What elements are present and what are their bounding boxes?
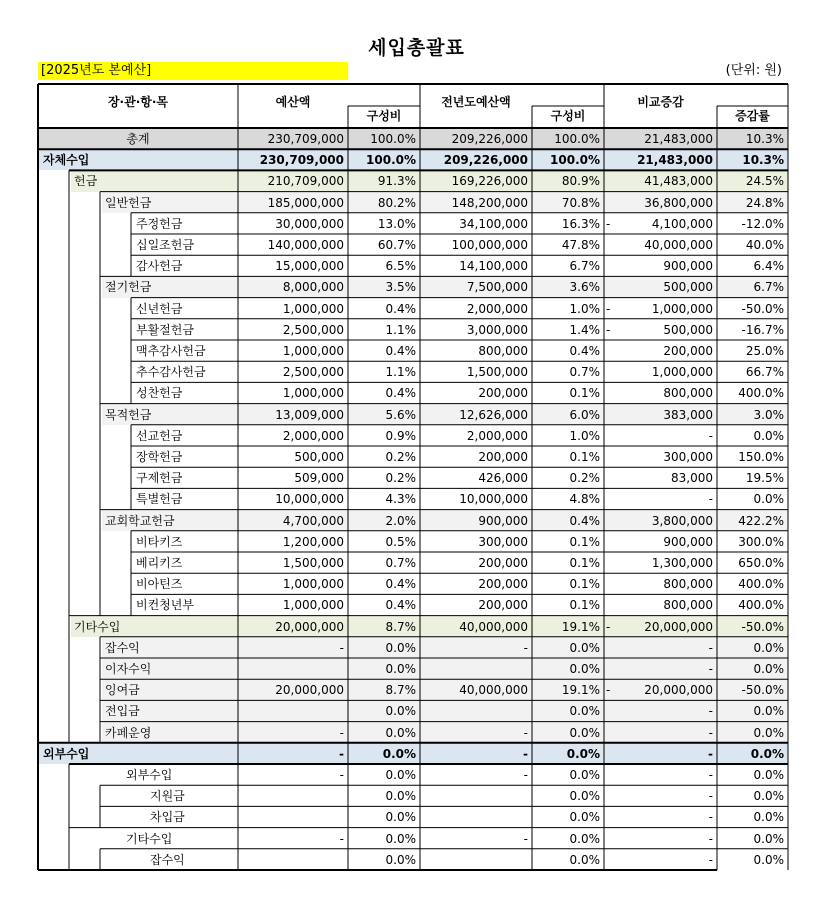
cell-budget: 1,500,000 xyxy=(282,556,344,570)
row-label: 기타수입 xyxy=(126,831,173,846)
row-label: 장학헌금 xyxy=(136,450,183,464)
cell-budget: 2,500,000 xyxy=(282,322,344,337)
cell-ratio: 0.0% xyxy=(385,725,416,740)
row-label: 구제헌금 xyxy=(136,471,183,486)
cell-change-rate: 0.0% xyxy=(753,704,784,719)
row-label: 비타키즈 xyxy=(136,534,183,549)
cell-prev-budget: 900,000 xyxy=(478,513,528,528)
row-label: 추수감사헌금 xyxy=(136,365,206,380)
cell-budget: 1,000,000 xyxy=(282,301,344,316)
cell-prev-ratio: 0.0% xyxy=(569,768,600,782)
header-prev-budget: 전년도예산액 xyxy=(441,95,511,109)
cell-change-rate: 0.0% xyxy=(753,768,784,782)
cell-ratio: 0.7% xyxy=(385,556,416,570)
cell-budget: 140,000,000 xyxy=(267,238,344,252)
row-label: 총계 xyxy=(126,132,150,146)
row-label: 헌금 xyxy=(74,174,98,189)
cell-prev-ratio: 0.4% xyxy=(569,513,600,528)
cell-prev-budget: 7,500,000 xyxy=(466,280,528,295)
cell-prev-ratio: 0.4% xyxy=(569,344,600,358)
cell-ratio: 0.0% xyxy=(382,746,416,761)
cell-difference: - xyxy=(708,725,713,740)
cell-prev-ratio: 0.7% xyxy=(569,365,600,380)
cell-change-rate: 0.0% xyxy=(753,725,784,740)
row-label: 잉여금 xyxy=(105,683,140,698)
cell-difference: - xyxy=(708,831,713,846)
cell-prev-budget: 200,000 xyxy=(478,556,528,570)
cell-prev-budget: 12,626,000 xyxy=(459,407,528,422)
cell-difference: - xyxy=(708,789,713,804)
cell-ratio: 8.7% xyxy=(385,683,416,698)
cell-prev-budget: 300,000 xyxy=(478,534,528,549)
cell-prev-ratio: 0.1% xyxy=(569,556,600,570)
row-label: 교회학교헌금 xyxy=(105,513,175,528)
cell-budget: 15,000,000 xyxy=(275,259,344,274)
row-label: 특별헌금 xyxy=(136,492,183,507)
row-label: 지원금 xyxy=(150,789,185,804)
header-ratio: 구성비 xyxy=(366,109,402,123)
cell-prev-ratio: 0.1% xyxy=(569,450,600,464)
row-label: 십일조헌금 xyxy=(136,238,194,252)
negative-sign: - xyxy=(606,619,611,634)
cell-budget: - xyxy=(339,831,344,846)
row-label: 이자수익 xyxy=(105,662,152,676)
cell-prev-ratio: 0.0% xyxy=(569,789,600,804)
cell-ratio: 0.5% xyxy=(385,534,416,549)
header-category: 장·관·항·목 xyxy=(107,95,169,109)
negative-sign: - xyxy=(606,301,611,316)
cell-budget: - xyxy=(339,725,344,740)
cell-ratio: 0.2% xyxy=(385,471,416,486)
cell-prev-budget: 426,000 xyxy=(478,471,528,486)
cell-difference: - xyxy=(708,746,713,761)
cell-prev-ratio: 100.0% xyxy=(554,132,600,146)
cell-difference: 21,483,000 xyxy=(637,153,713,168)
cell-difference: 800,000 xyxy=(663,577,713,592)
cell-budget: 1,000,000 xyxy=(282,598,344,613)
cell-ratio: 4.3% xyxy=(385,492,416,507)
cell-difference: 41,483,000 xyxy=(644,174,713,189)
cell-budget: 1,000,000 xyxy=(282,344,344,358)
cell-prev-budget: 100,000,000 xyxy=(451,238,528,252)
cell-change-rate: 40.0% xyxy=(745,238,784,252)
cell-difference: 1,000,000 xyxy=(651,365,713,380)
cell-ratio: 0.0% xyxy=(385,662,416,676)
budget-year-label: [2025년도 본예산] xyxy=(38,62,348,80)
cell-prev-budget: - xyxy=(523,746,528,761)
cell-difference: 4,100,000 xyxy=(651,216,713,231)
cell-ratio: 91.3% xyxy=(377,174,416,189)
cell-ratio: 0.0% xyxy=(385,789,416,804)
unit-label: (단위: 원) xyxy=(725,63,782,78)
cell-difference: 500,000 xyxy=(663,322,713,337)
cell-prev-ratio: 0.0% xyxy=(569,640,600,655)
cell-prev-ratio: 0.0% xyxy=(566,746,600,761)
cell-change-rate: 3.0% xyxy=(753,407,784,422)
cell-ratio: 0.2% xyxy=(385,450,416,464)
cell-prev-budget: 800,000 xyxy=(478,344,528,358)
cell-difference: - xyxy=(708,768,713,782)
cell-difference: - xyxy=(708,810,713,825)
cell-budget: - xyxy=(339,746,344,761)
cell-ratio: 2.0% xyxy=(385,513,416,528)
cell-difference: - xyxy=(708,852,713,867)
cell-difference: 20,000,000 xyxy=(644,683,713,698)
cell-change-rate: 25.0% xyxy=(745,344,784,358)
row-label: 신년헌금 xyxy=(136,301,183,316)
cell-budget: 10,000,000 xyxy=(275,492,344,507)
header-change-rate: 증감률 xyxy=(735,109,770,123)
cell-prev-budget: 10,000,000 xyxy=(459,492,528,507)
cell-ratio: 0.0% xyxy=(385,640,416,655)
cell-ratio: 0.4% xyxy=(385,577,416,592)
cell-prev-ratio: 6.0% xyxy=(569,407,600,422)
cell-prev-budget: 2,000,000 xyxy=(466,301,528,316)
cell-change-rate: 0.0% xyxy=(753,662,784,676)
row-label: 절기헌금 xyxy=(105,280,152,295)
cell-change-rate: 0.0% xyxy=(753,810,784,825)
cell-prev-ratio: 0.1% xyxy=(569,598,600,613)
cell-ratio: 0.4% xyxy=(385,344,416,358)
cell-prev-ratio: 47.8% xyxy=(561,238,600,252)
cell-ratio: 6.5% xyxy=(385,259,416,274)
cell-prev-ratio: 0.0% xyxy=(569,852,600,867)
cell-budget: 4,700,000 xyxy=(282,513,344,528)
cell-budget: 1,000,000 xyxy=(282,577,344,592)
row-label: 비컨청년부 xyxy=(136,598,194,613)
cell-difference: 36,800,000 xyxy=(644,195,713,210)
cell-prev-ratio: 3.6% xyxy=(569,280,600,295)
cell-prev-budget: 200,000 xyxy=(478,386,528,401)
cell-change-rate: 19.5% xyxy=(745,471,784,486)
cell-change-rate: 6.4% xyxy=(753,259,784,274)
cell-difference: 383,000 xyxy=(663,407,713,422)
cell-ratio: 0.0% xyxy=(385,704,416,719)
header-prev-ratio: 구성비 xyxy=(550,109,586,123)
cell-prev-budget: 200,000 xyxy=(478,450,528,464)
cell-ratio: 8.7% xyxy=(385,619,416,634)
row-label: 부활절헌금 xyxy=(136,322,194,337)
cell-change-rate: 0.0% xyxy=(753,640,784,655)
cell-prev-ratio: 0.0% xyxy=(569,704,600,719)
cell-prev-budget: 148,200,000 xyxy=(451,195,528,210)
cell-ratio: 80.2% xyxy=(377,195,416,210)
cell-change-rate: 24.5% xyxy=(745,174,784,189)
cell-prev-ratio: 4.8% xyxy=(569,492,600,507)
cell-difference: 500,000 xyxy=(663,280,713,295)
cell-ratio: 0.4% xyxy=(385,598,416,613)
cell-ratio: 5.6% xyxy=(385,407,416,422)
cell-prev-ratio: 0.0% xyxy=(569,725,600,740)
cell-change-rate: -50.0% xyxy=(741,301,784,316)
cell-prev-ratio: 0.2% xyxy=(569,471,600,486)
cell-change-rate: -50.0% xyxy=(741,619,784,634)
cell-change-rate: 400.0% xyxy=(738,386,784,401)
cell-change-rate: -50.0% xyxy=(741,683,784,698)
cell-change-rate: 0.0% xyxy=(753,492,784,507)
cell-budget: 500,000 xyxy=(294,450,344,464)
cell-prev-budget: - xyxy=(523,725,528,740)
cell-budget: 1,000,000 xyxy=(282,386,344,401)
cell-budget: 20,000,000 xyxy=(275,619,344,634)
row-label: 자체수입 xyxy=(43,153,90,168)
cell-prev-budget: 40,000,000 xyxy=(459,683,528,698)
cell-budget: 13,009,000 xyxy=(275,407,344,422)
cell-prev-budget: 3,000,000 xyxy=(466,322,528,337)
cell-prev-ratio: 1.4% xyxy=(569,322,600,337)
row-label: 잡수익 xyxy=(105,640,140,655)
row-label: 외부수입 xyxy=(43,746,90,761)
negative-sign: - xyxy=(606,683,611,698)
cell-prev-ratio: 1.0% xyxy=(569,301,600,316)
cell-ratio: 0.4% xyxy=(385,301,416,316)
row-label: 감사헌금 xyxy=(136,259,183,274)
cell-ratio: 3.5% xyxy=(385,280,416,295)
cell-prev-ratio: 0.1% xyxy=(569,534,600,549)
cell-ratio: 0.0% xyxy=(385,810,416,825)
cell-ratio: 100.0% xyxy=(366,153,416,168)
cell-difference: 800,000 xyxy=(663,598,713,613)
cell-prev-budget: 1,500,000 xyxy=(466,365,528,380)
cell-difference: - xyxy=(708,662,713,676)
cell-prev-ratio: 0.1% xyxy=(569,577,600,592)
cell-change-rate: 0.0% xyxy=(753,831,784,846)
cell-prev-ratio: 0.1% xyxy=(569,386,600,401)
row-label: 차입금 xyxy=(150,810,185,825)
cell-change-rate: 6.7% xyxy=(753,280,784,295)
header-compare: 비교증감 xyxy=(637,95,684,109)
cell-budget: 230,709,000 xyxy=(259,153,344,168)
cell-prev-ratio: 0.0% xyxy=(569,662,600,676)
cell-difference: 83,000 xyxy=(671,471,713,486)
row-label: 일반헌금 xyxy=(105,195,152,210)
cell-prev-ratio: 1.0% xyxy=(569,428,600,443)
cell-change-rate: 24.8% xyxy=(745,195,784,210)
revenue-summary-table xyxy=(38,84,788,871)
row-label: 잡수익 xyxy=(150,852,185,867)
cell-difference: 800,000 xyxy=(663,386,713,401)
cell-ratio: 1.1% xyxy=(385,365,416,380)
cell-difference: 900,000 xyxy=(663,259,713,274)
cell-ratio: 1.1% xyxy=(385,322,416,337)
cell-budget: - xyxy=(339,768,344,782)
cell-budget: 230,709,000 xyxy=(267,132,344,146)
cell-difference: 21,483,000 xyxy=(644,132,713,146)
cell-prev-budget: 209,226,000 xyxy=(451,132,528,146)
cell-change-rate: -12.0% xyxy=(741,216,784,231)
cell-prev-ratio: 0.0% xyxy=(569,810,600,825)
cell-prev-budget: 200,000 xyxy=(478,577,528,592)
cell-change-rate: 0.0% xyxy=(753,789,784,804)
cell-change-rate: 0.0% xyxy=(753,428,784,443)
cell-budget: 1,200,000 xyxy=(282,534,344,549)
cell-budget: 20,000,000 xyxy=(275,683,344,698)
row-label: 주정헌금 xyxy=(136,216,183,231)
cell-budget: 2,000,000 xyxy=(282,428,344,443)
cell-ratio: 0.0% xyxy=(385,768,416,782)
cell-change-rate: 422.2% xyxy=(738,513,784,528)
cell-prev-budget: 169,226,000 xyxy=(451,174,528,189)
row-label: 기타수입 xyxy=(74,619,121,634)
cell-ratio: 100.0% xyxy=(370,132,416,146)
cell-prev-budget: - xyxy=(523,768,528,782)
cell-prev-ratio: 70.8% xyxy=(561,195,600,210)
negative-sign: - xyxy=(606,216,611,231)
cell-change-rate: 400.0% xyxy=(738,598,784,613)
cell-difference: 1,000,000 xyxy=(651,301,713,316)
cell-difference: 40,000,000 xyxy=(644,238,713,252)
cell-budget: - xyxy=(339,640,344,655)
cell-prev-budget: 200,000 xyxy=(478,598,528,613)
cell-change-rate: 10.3% xyxy=(742,153,784,168)
cell-difference: 20,000,000 xyxy=(644,619,713,634)
row-label: 선교헌금 xyxy=(136,428,183,443)
cell-ratio: 13.0% xyxy=(377,216,416,231)
row-label: 베리키즈 xyxy=(136,556,183,570)
cell-difference: - xyxy=(708,640,713,655)
cell-difference: 900,000 xyxy=(663,534,713,549)
cell-prev-ratio: 19.1% xyxy=(561,683,600,698)
cell-prev-ratio: 0.0% xyxy=(569,831,600,846)
cell-ratio: 0.9% xyxy=(385,428,416,443)
page-title: 세입총괄표 xyxy=(368,37,465,59)
row-label: 성찬헌금 xyxy=(136,386,183,401)
row-label: 맥추감사헌금 xyxy=(136,344,206,358)
row-label: 외부수입 xyxy=(126,768,173,782)
cell-change-rate: 0.0% xyxy=(753,852,784,867)
row-label: 목적헌금 xyxy=(105,407,152,422)
cell-difference: - xyxy=(708,428,713,443)
cell-prev-budget: - xyxy=(523,640,528,655)
cell-prev-ratio: 19.1% xyxy=(561,619,600,634)
cell-ratio: 0.4% xyxy=(385,386,416,401)
cell-budget: 210,709,000 xyxy=(267,174,344,189)
cell-difference: - xyxy=(708,492,713,507)
cell-change-rate: -16.7% xyxy=(741,322,784,337)
cell-budget: 2,500,000 xyxy=(282,365,344,380)
cell-budget: 30,000,000 xyxy=(275,216,344,231)
cell-prev-budget: 40,000,000 xyxy=(459,619,528,634)
cell-change-rate: 650.0% xyxy=(738,556,784,570)
cell-prev-ratio: 100.0% xyxy=(550,153,600,168)
cell-difference: - xyxy=(708,704,713,719)
cell-change-rate: 66.7% xyxy=(745,365,784,380)
cell-prev-budget: 34,100,000 xyxy=(459,216,528,231)
row-label: 카페운영 xyxy=(105,725,152,740)
cell-prev-ratio: 6.7% xyxy=(569,259,600,274)
cell-difference: 300,000 xyxy=(663,450,713,464)
negative-sign: - xyxy=(606,322,611,337)
cell-prev-budget: - xyxy=(523,831,528,846)
cell-ratio: 0.0% xyxy=(385,831,416,846)
cell-ratio: 60.7% xyxy=(377,238,416,252)
row-label: 비아틴즈 xyxy=(136,577,183,592)
row-label: 전입금 xyxy=(105,704,140,719)
cell-change-rate: 10.3% xyxy=(745,132,784,146)
cell-ratio: 0.0% xyxy=(385,852,416,867)
cell-change-rate: 0.0% xyxy=(750,746,784,761)
cell-change-rate: 150.0% xyxy=(738,450,784,464)
cell-prev-budget: 14,100,000 xyxy=(459,259,528,274)
cell-difference: 200,000 xyxy=(663,344,713,358)
cell-difference: 1,300,000 xyxy=(651,556,713,570)
cell-prev-ratio: 16.3% xyxy=(561,216,600,231)
cell-change-rate: 300.0% xyxy=(738,534,784,549)
cell-difference: 3,800,000 xyxy=(651,513,713,528)
cell-prev-budget: 209,226,000 xyxy=(443,153,528,168)
cell-change-rate: 400.0% xyxy=(738,577,784,592)
cell-prev-ratio: 80.9% xyxy=(561,174,600,189)
cell-budget: 185,000,000 xyxy=(267,195,344,210)
header-budget: 예산액 xyxy=(275,95,311,109)
cell-prev-budget: 2,000,000 xyxy=(466,428,528,443)
cell-budget: 509,000 xyxy=(294,471,344,486)
cell-budget: 8,000,000 xyxy=(282,280,344,295)
